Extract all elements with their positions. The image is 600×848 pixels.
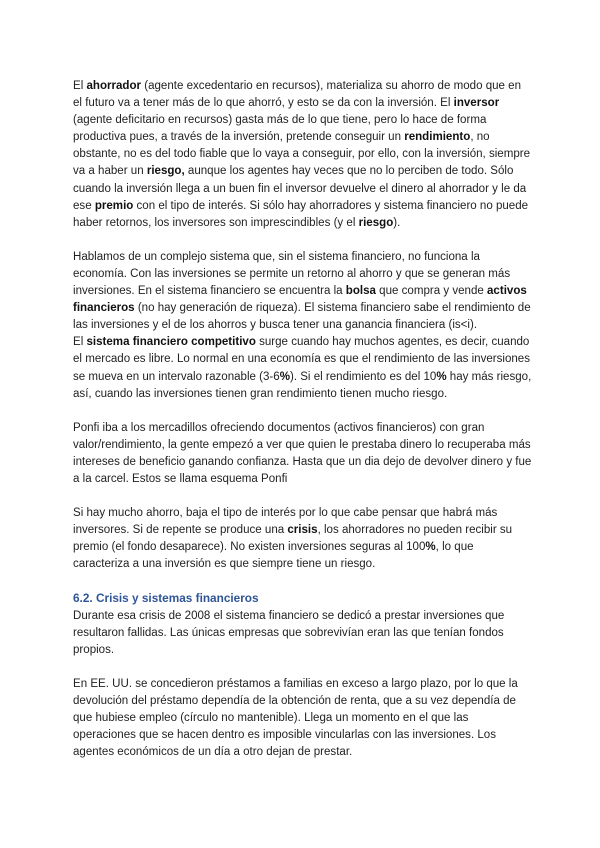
text-run: surge cuando hay muchos agentes, es decir, cuando el mercado es libre. Lo normal en una economía es que el rendimiento de las inversiones se mueva en un intervalo razonable (3-6 [73,336,531,383]
text-run: Ponfi iba a los mercadillos ofreciendo documentos (activos financieros) con gran valor/rendimiento, la gente empezó a ver que quien le prestaba dinero lo recuperaba más intereses de beneficio ganando confianza. Hasta que un dia dejo de devolver dinero y fue a la carcel. Estos se llama esquema Ponfi [73,421,532,485]
paragraph-gap [73,403,533,420]
text-run: , los ahorradores no pueden recibir su premio (el fondo desaparece). No existen inversiones seguras al 100 [73,524,513,554]
paragraph-crisis-2008 [73,608,533,659]
bold-text: % [279,370,290,383]
text-run: , lo que caracteriza a una inversión es que siempre tiene un riesgo. [73,541,474,571]
paragraph-eeuu-prestamos [73,676,533,761]
paragraph-sistema-competitivo [73,334,533,402]
paragraph-gap [73,232,533,249]
text-run: (agente excedentario en recursos), materializa su ahorro de modo que en el futuro va a tener más de lo que ahorró, y esto se da con la inversión. El [73,80,522,110]
bold-text: crisis [287,524,318,537]
text-run: , no obstante, no es del todo fiable que lo vaya a conseguir, por ello, con la inversión, siempre va a haber un [73,131,531,178]
text-run: ). [393,216,401,229]
section-heading: 6.2. Crisis y sistemas financieros [73,591,259,606]
text-run: En EE. UU. se concedieron préstamos a familias en exceso a largo plazo, por lo que la devolución del préstamo dependía de la obtención de renta, que a su vez dependía de que hubiese empleo (círculo no mantenible). Llega un momento en el que las operaciones que se hacen dentro es imposible vincularlas con las inversiones. Los agentes económicos de un día a otro dejan de prestar. [73,677,518,759]
text-run: El [73,336,87,349]
paragraph-gap [73,659,533,676]
text-run: con el tipo de interés. Si sólo hay ahorradores y sistema financiero no puede haber retornos, los inversores son imprescindibles (y el [73,199,529,229]
text-run: Durante esa crisis de 2008 el sistema financiero se dedicó a prestar inversiones que resultaron fallidas. Las únicas empresas que sobrevivían eran las que tenían fondos propios. [73,609,505,656]
text-run: que compra y vende [375,285,487,298]
bold-text: % [425,541,436,554]
bold-text: sistema financiero competitivo [86,336,256,349]
bold-text: bolsa [345,285,376,298]
text-run: (agente deficitario en recursos) gasta más de lo que tiene, pero lo hace de forma productiva pues, a través de la inversión, pretende conseguir un [73,114,487,144]
text-run: (no hay generación de riqueza). El sistema financiero sabe el rendimiento de las inversiones y el de los ahorros y busca tener una ganancia financiera (is<i). [73,302,531,332]
paragraph-sistema-financiero [73,249,533,334]
text-run: hay más riesgo, así, cuando las inversiones tienen gran rendimiento tienen mucho riesgo. [73,370,532,400]
bold-text: inversor [453,97,500,110]
paragraph-gap [73,573,533,590]
bold-text: premio [94,199,134,212]
bold-text: riesgo [358,216,394,229]
bold-text: riesgo, [146,165,185,178]
bold-text: % [436,370,447,383]
text-run: aunque los agentes hay veces que no lo perciben de todo. Sólo cuando la inversión llega a un buen fin el inversor devuelve el dinero al ahorrador y le da ese [73,165,527,212]
document-body [73,78,533,761]
bold-text: rendimiento [404,131,471,144]
text-run: Si hay mucho ahorro, baja el tipo de interés por lo que cabe pensar que habrá más inversores. Si de repente se produce una [73,507,498,537]
paragraph-ahorrador-inversor [73,78,533,232]
paragraph-ahorro-crisis [73,505,533,573]
paragraph-gap [73,488,533,505]
bold-text: activos financieros [73,285,527,315]
paragraph-esquema-ponfi [73,420,533,488]
bold-text: ahorrador [86,80,142,92]
text-run: Hablamos de un complejo sistema que, sin el sistema financiero, no funciona la economía. Con las inversiones se permite un retorno al ahorro y que se generan más inversiones. En el sistema financiero se encuentra la [73,250,511,298]
text-run: El [73,80,87,92]
text-run: ). Si el rendimiento es del 10 [289,370,437,383]
